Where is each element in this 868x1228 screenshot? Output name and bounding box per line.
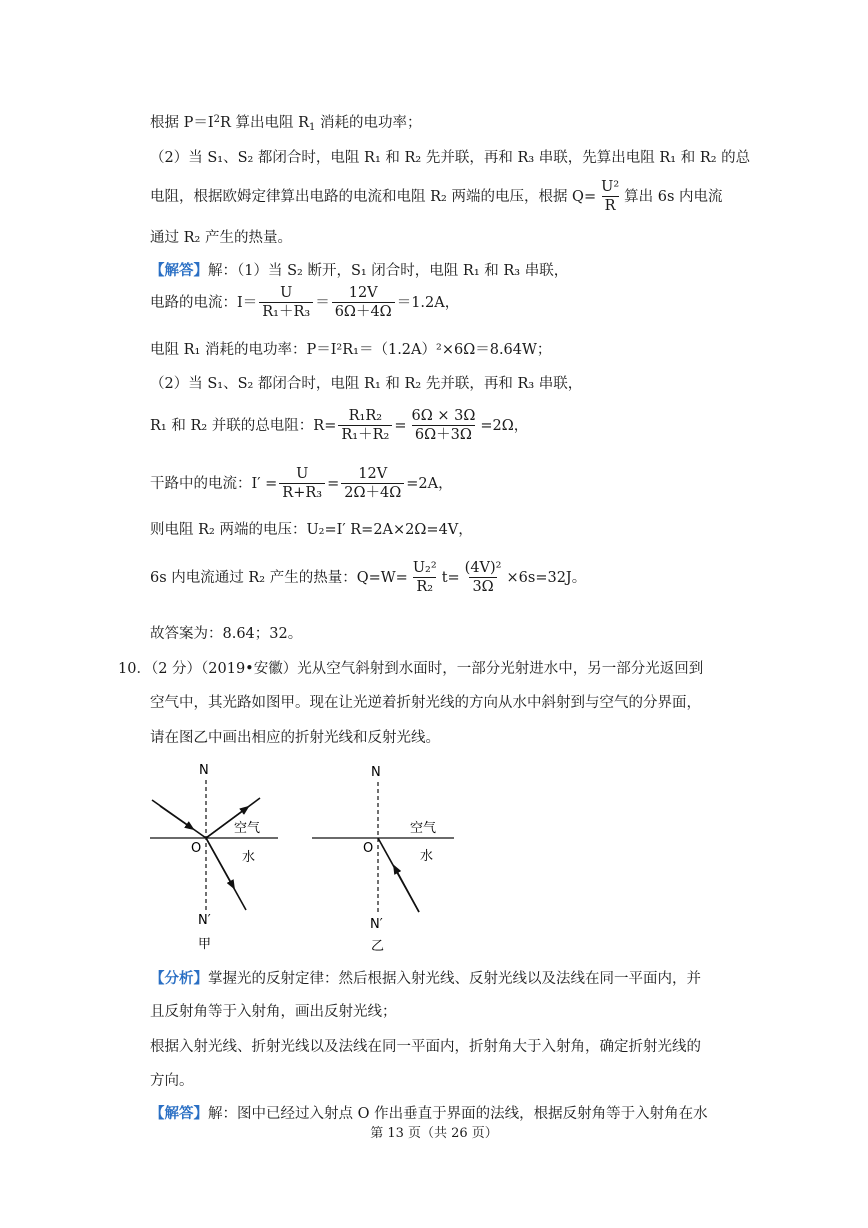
fraction-current-formula: $\frac{U}{\text{R₁＋R₃}}$	[259, 285, 313, 320]
question-10-line2: 空气中，其光路如图甲。现在让光逆着折射光线的方向从水中斜射到与空气的分界面，	[150, 695, 701, 711]
light-path-figures	[0, 752, 868, 972]
solution-parallel-line: R₁ 和 R₂ 并联的总电阻：R= $\frac{\text{R₁R₂}}{\text{R₁＋R₂}}$ = $\frac{6\Omega \times 3\Omega}{6\Omega+3\Omega}$ =2Ω，	[150, 408, 529, 443]
label-n-left: N	[199, 763, 209, 778]
solution-heat-line: 6s 内电流通过 R₂ 产生的热量：Q=W= $\frac{\text{U₂²}}{\text{R₂}}$ t= $\frac{\text{(4V)²}}{3\Omega}$ ×6s=32J。	[150, 560, 587, 595]
analysis-line4: 方向。	[150, 1073, 194, 1089]
refracted-arrow-left	[206, 838, 234, 888]
fraction-heat-formula: $\frac{\text{U₂²}}{\text{R₂}}$	[412, 560, 437, 595]
label-water-left: 水	[242, 850, 256, 865]
solution-case2-line: （2）当 S₁、S₂ 都闭合时，电阻 R₁ 和 R₂ 先并联，再和 R₃ 串联，	[150, 376, 583, 392]
analysis-power-line: 根据 $P=I^2R$ 算出电阻 $R_1$ 消耗的电功率；	[150, 114, 422, 133]
page-footer: 第 13 页（共 26 页）	[370, 1126, 498, 1141]
caption-yi: 乙	[371, 939, 385, 954]
label-air-left: 空气	[234, 821, 261, 836]
solution2-line1: 【解答】解：图中已经过入射点 O 作出垂直于界面的法线，根据反射角等于入射角在水	[150, 1105, 708, 1122]
label-n-prime-right: N′	[370, 917, 383, 932]
fraction-parallel-values: $\frac{6\Omega \times 3\Omega}{6\Omega+3\Omega}$	[411, 408, 476, 443]
question-10-line3: 请在图乙中画出相应的折射光线和反射光线。	[150, 730, 440, 746]
analysis-line3: 根据入射光线、折射光线以及法线在同一平面内，折射角大于入射角，确定折射光线的	[150, 1039, 701, 1055]
fraction-heat-values: $\frac{\text{(4V)²}}{3\Omega}$	[464, 560, 502, 595]
solution2-tag: 【解答】	[150, 1105, 208, 1122]
solution-tag: 【解答】	[150, 262, 208, 279]
caption-jia: 甲	[198, 937, 212, 952]
incident-arrow-right	[394, 866, 419, 912]
solution-current-line: 电路的电流：I＝ $\frac{U}{\text{R₁＋R₃}}$ ＝ $\frac{12V}{6\Omega+4\Omega}$ ＝1.2A，	[150, 285, 460, 320]
incident-arrow-left	[160, 806, 193, 829]
solution-voltage-line: 则电阻 R₂ 两端的电压：U₂=I′ R=2A×2Ω=4V，	[150, 522, 473, 538]
label-n-prime-left: N′	[198, 913, 211, 928]
analysis-line2: 且反射角等于入射角，画出反射光线；	[150, 1004, 397, 1020]
question-10-line1: 10．（2 分）（2019•安徽）光从空气斜射到水面时，一部分光射进水中，另一部分光返回到	[118, 661, 704, 677]
figure-yi	[312, 765, 454, 954]
fraction-trunk-formula: $\frac{U}{\text{R+R₃}}$	[279, 466, 325, 501]
fraction-current-values: $\frac{12V}{6\Omega+4\Omega}$	[332, 285, 395, 320]
analysis-heat-line-end: 通过 R₂ 产生的热量。	[150, 230, 292, 246]
analysis-tag: 【分析】	[150, 970, 208, 987]
label-o-left: O	[191, 841, 202, 856]
fraction-u2-over-r: $\frac{\text{U²}}{R}$	[601, 179, 620, 214]
solution-answer-line: 故答案为：8.64；32。	[150, 626, 303, 642]
fraction-parallel-formula: $\frac{\text{R₁R₂}}{\text{R₁＋R₂}}$	[338, 408, 392, 443]
fraction-trunk-values: $\frac{12V}{2\Omega+4\Omega}$	[341, 466, 404, 501]
solution-power-line: 电阻 R₁ 消耗的电功率：P＝I²R₁＝（1.2A）²×6Ω＝8.64W；	[150, 342, 552, 358]
label-water-right: 水	[420, 849, 434, 864]
analysis-case2-line: （2）当 S₁、S₂ 都闭合时，电阻 R₁ 和 R₂ 先并联，再和 R₃ 串联，先算出电阻 R₁ 和 R₂ 的总	[150, 150, 751, 166]
analysis-line1: 【分析】掌握光的反射定律：然后根据入射光线、反射光线以及法线在同一平面内，并	[150, 970, 701, 987]
solution-trunk-line: 干路中的电流：I′ = $\frac{U}{\text{R+R₃}}$ = $\frac{12V}{2\Omega+4\Omega}$ =2A，	[150, 466, 453, 501]
label-o-right: O	[363, 841, 374, 856]
analysis-heat-line: 电阻，根据欧姆定律算出电路的电流和电阻 R₂ 两端的电压，根据 Q= $\frac{\text{U²}}{R}$ 算出 6s 内电流	[150, 179, 723, 214]
figure-jia	[150, 763, 278, 952]
solution-intro-line: 【解答】解：（1）当 S₂ 断开，S₁ 闭合时，电阻 R₁ 和 R₃ 串联，	[150, 262, 569, 279]
label-n-right: N	[371, 765, 381, 780]
label-air-right: 空气	[410, 821, 437, 836]
